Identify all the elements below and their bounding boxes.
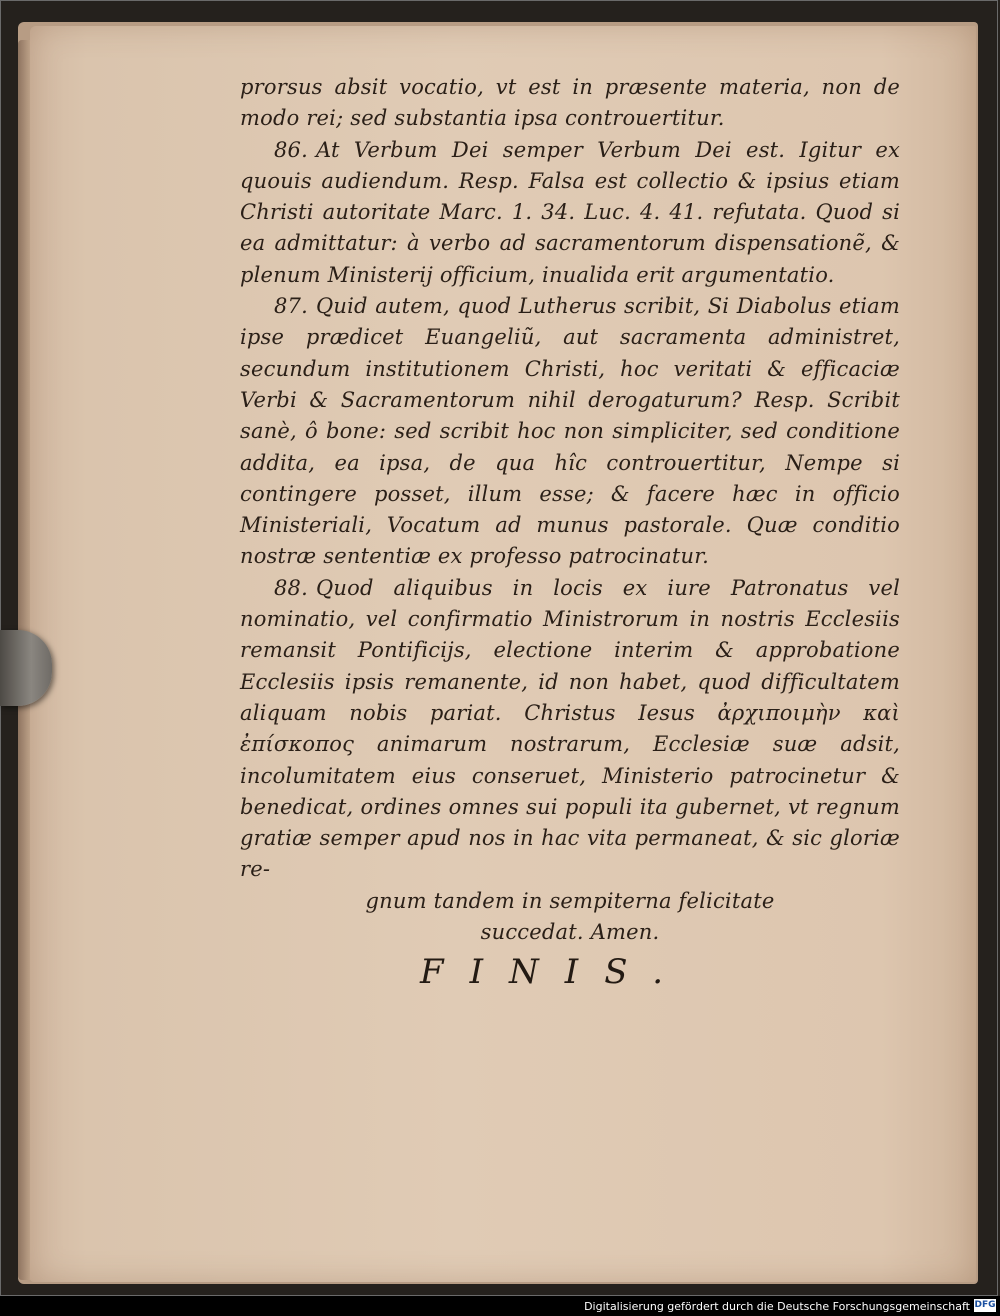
finis-heading: FINIS. xyxy=(420,952,690,992)
dfg-logo-icon: DFG xyxy=(974,1300,996,1310)
footer-credit: Digitalisierung gefördert durch die Deutsche Forschungsgemeinschaft xyxy=(584,1300,970,1313)
closing-lines xyxy=(240,886,900,949)
page-text xyxy=(240,72,900,948)
paragraph-text: Quid autem, quod Lutherus scribit, Si Diabolus etiam ipse prædicet Euangeliũ, aut sacramenta administret, secundum institutionem Christi, hoc veritati & efficaciæ Verbi & Sacramentorum nihil derogaturum? Resp. Scribit sanè, ô bone: sed scribit hoc non simpliciter, sed conditione addita, ea ipsa, de qua hîc controuertitur, Nempe si contingere posset, illum esse; & facere hæc in officio Ministeriali, Vocatum ad munus pastorale. Quæ conditio nostræ sententiæ ex professo patrocinatur. xyxy=(240,294,900,569)
paragraph-87 xyxy=(240,291,900,573)
paragraph-continuation xyxy=(240,72,900,135)
paragraph-number: 87. xyxy=(274,294,308,319)
paragraph-text: prorsus absit vocatio, vt est in præsente materia, non de modo rei; sed substantia ipsa controuertitur. xyxy=(240,75,900,131)
paragraph-86 xyxy=(240,135,900,291)
paragraph-88 xyxy=(240,573,900,886)
paragraph-number: 86. xyxy=(274,137,308,162)
closing-line: gnum tandem in sempiterna felicitate xyxy=(365,888,775,913)
paragraph-text: At Verbum Dei semper Verbum Dei est. Igitur ex quouis audiendum. Resp. Falsa est collectio & ipsius etiam Christi autoritate Marc. 1. 34. Luc. 4. 41. refutata. Quod si ea admittatur: à verbo ad sacramentorum dispensationẽ, & plenum Ministerij officium, inualida erit argumentatio. xyxy=(240,137,900,287)
paragraph-number: 88. xyxy=(274,575,308,600)
closing-line: succedat. Amen. xyxy=(480,920,660,945)
paragraph-text: Quod aliquibus in locis ex iure Patronatus vel nominatio, vel confirmatio Ministrorum in nostris Ecclesiis remansit Pontificijs, electione interim & approbatione Ecclesiis ipsis remanente, id non habet, quod difficultatem aliquam nobis pariat. Christus Iesus ἀρχιποιμὴν καὶ ἐπίσκοπος animarum nostrarum, Ecclesiæ suæ adsit, incolumitatem eius conseruet, Ministerio patrocinetur & benedicat, ordines omnes sui populi ita gubernet, vt regnum gratiæ semper apud nos in hac vita permaneat, & sic gloriæ re- xyxy=(240,575,900,882)
